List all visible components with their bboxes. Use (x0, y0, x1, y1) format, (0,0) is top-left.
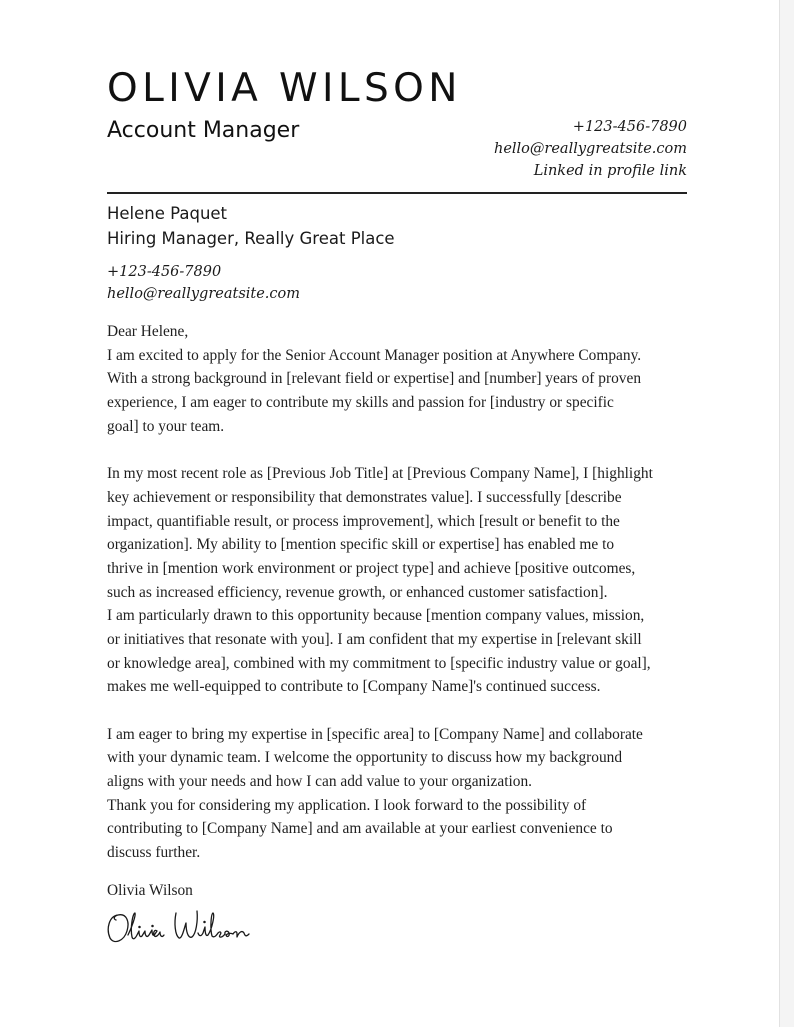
paragraph-1-line: experience, I am eager to contribute my skills and passion for [industry or specific (107, 394, 614, 412)
letter-body (107, 320, 653, 865)
paragraph-2-line: key achievement or responsibility that demonstrates value]. I successfully [describe (107, 488, 622, 506)
paragraph-2-line: such as increased efficiency, revenue growth, or enhanced customer satisfaction]. (107, 583, 608, 601)
paragraph-2-line: In my most recent role as [Previous Job Title] at [Previous Company Name], I [highlight (107, 465, 653, 483)
header-divider (107, 192, 687, 194)
paragraph-5-line: Thank you for considering my application. I look forward to the possibility of (107, 796, 587, 814)
recipient-email: hello@reallygreatsite.com (107, 286, 301, 302)
paragraph-4-line: I am eager to bring my expertise in [specific area] to [Company Name] and collaborate (107, 725, 643, 743)
greeting: Dear Helene, (107, 323, 189, 340)
paragraph-spacer (107, 438, 653, 462)
paragraph-5-line: discuss further. (107, 844, 201, 862)
paragraph-3-line: makes me well-equipped to contribute to [Company Name]'s continued success. (107, 678, 601, 696)
paragraph-3-line: or initiatives that resonate with you]. I am confident that my expertise in [relevant skill (107, 630, 642, 648)
paragraph-5-line: contributing to [Company Name] and am available at your earliest convenience to (107, 820, 613, 838)
applicant-job-title: Account Manager (107, 118, 300, 143)
applicant-linkedin: Linked in profile link (533, 163, 687, 179)
recipient-name: Helene Paquet (107, 204, 228, 223)
paragraph-4-line: aligns with your needs and how I can add value to your organization. (107, 773, 532, 791)
paragraph-4-line: with your dynamic team. I welcome the opportunity to discuss how my background (107, 749, 623, 767)
paragraph-1-line: goal] to your team. (107, 417, 225, 435)
paragraph-2-line: organization]. My ability to [mention specific skill or expertise] has enabled me to (107, 536, 615, 554)
applicant-email: hello@reallygreatsite.com (493, 141, 687, 157)
page-edge (779, 0, 794, 1027)
recipient-block (107, 201, 395, 251)
paragraph-1-line: I am excited to apply for the Senior Account Manager position at Anywhere Company. (107, 346, 642, 364)
paragraph-3-line: or knowledge area], combined with my commitment to [specific industry value or goal], (107, 654, 651, 672)
handwritten-signature (104, 905, 254, 947)
applicant-phone: +123-456-7890 (572, 119, 687, 135)
applicant-contact (494, 116, 687, 182)
paragraph-2-line: impact, quantifiable result, or process improvement], which [result or benefit to the (107, 512, 620, 530)
recipient-phone: +123-456-7890 (107, 264, 222, 280)
recipient-title: Hiring Manager, Really Great Place (107, 229, 395, 248)
paragraph-3-line: I am particularly drawn to this opportunity because [mention company values, mission, (107, 607, 645, 625)
paragraph-2-line: thrive in [mention work environment or project type] and achieve [positive outcomes, (107, 559, 636, 577)
closing-name: Olivia Wilson (107, 882, 193, 899)
paragraph-1-line: With a strong background in [relevant field or expertise] and [number] years of proven (107, 370, 642, 388)
applicant-name: OLIVIA WILSON (107, 66, 462, 111)
paragraph-spacer (107, 699, 653, 723)
recipient-contact (107, 261, 300, 305)
